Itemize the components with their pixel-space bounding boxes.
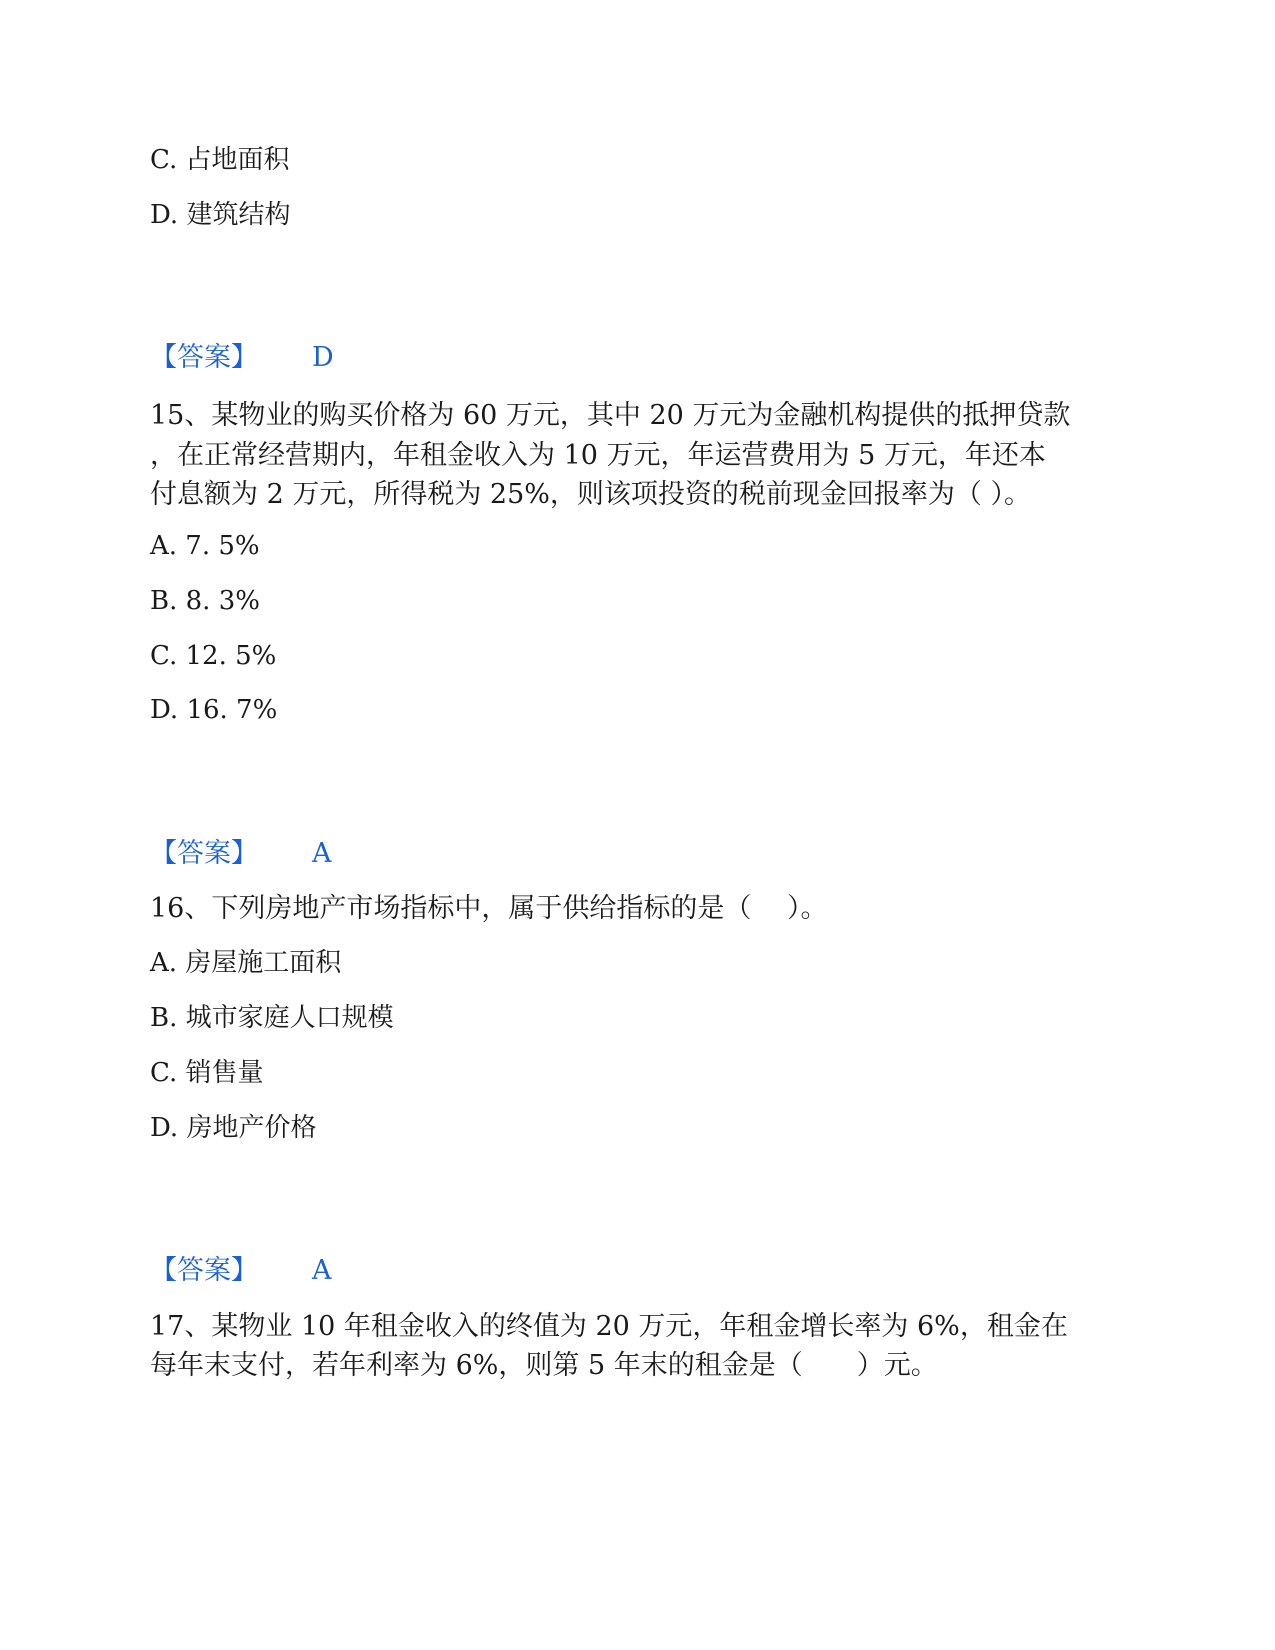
answer-value: D: [312, 342, 334, 373]
question-text-line: 15、某物业的购买价格为 60 万元，其中 20 万元为金融机构提供的抵押贷款: [150, 400, 1071, 431]
option-b: B. 城市家庭人口规模: [150, 1003, 394, 1033]
option-c: C. 占地面积: [150, 145, 290, 175]
option-d: D. 建筑结构: [150, 200, 291, 230]
question-text-line: 付息额为 2 万元，所得税为 25%，则该项投资的税前现金回报率为（ ）。: [150, 479, 1032, 510]
option-c: C. 销售量: [150, 1058, 264, 1088]
answer-label: 【答案】: [150, 838, 258, 869]
answer-value: A: [312, 838, 332, 869]
option-c: C. 12. 5%: [150, 641, 277, 671]
option-d: D. 房地产价格: [150, 1113, 317, 1143]
answer-line: [150, 836, 332, 872]
option-d: D. 16. 7%: [150, 695, 278, 725]
answer-line: [150, 1253, 332, 1289]
answer-label: 【答案】: [150, 342, 258, 373]
answer-label: 【答案】: [150, 1255, 258, 1286]
option-a: A. 房屋施工面积: [150, 948, 342, 978]
question-text-line: 每年末支付，若年利率为 6%，则第 5 年末的租金是（ ）元。: [150, 1350, 938, 1381]
answer-value: A: [312, 1255, 332, 1286]
option-a: A. 7. 5%: [150, 531, 260, 561]
answer-line: [150, 340, 334, 376]
question-text-line: 16、下列房地产市场指标中，属于供给指标的是（ ）。: [150, 893, 828, 924]
question-text-line: 17、某物业 10 年租金收入的终值为 20 万元，年租金增长率为 6%，租金在: [150, 1311, 1068, 1342]
option-b: B. 8. 3%: [150, 586, 260, 616]
question-text-line: ，在正常经营期内，年租金收入为 10 万元，年运营费用为 5 万元，年还本: [150, 440, 1046, 471]
